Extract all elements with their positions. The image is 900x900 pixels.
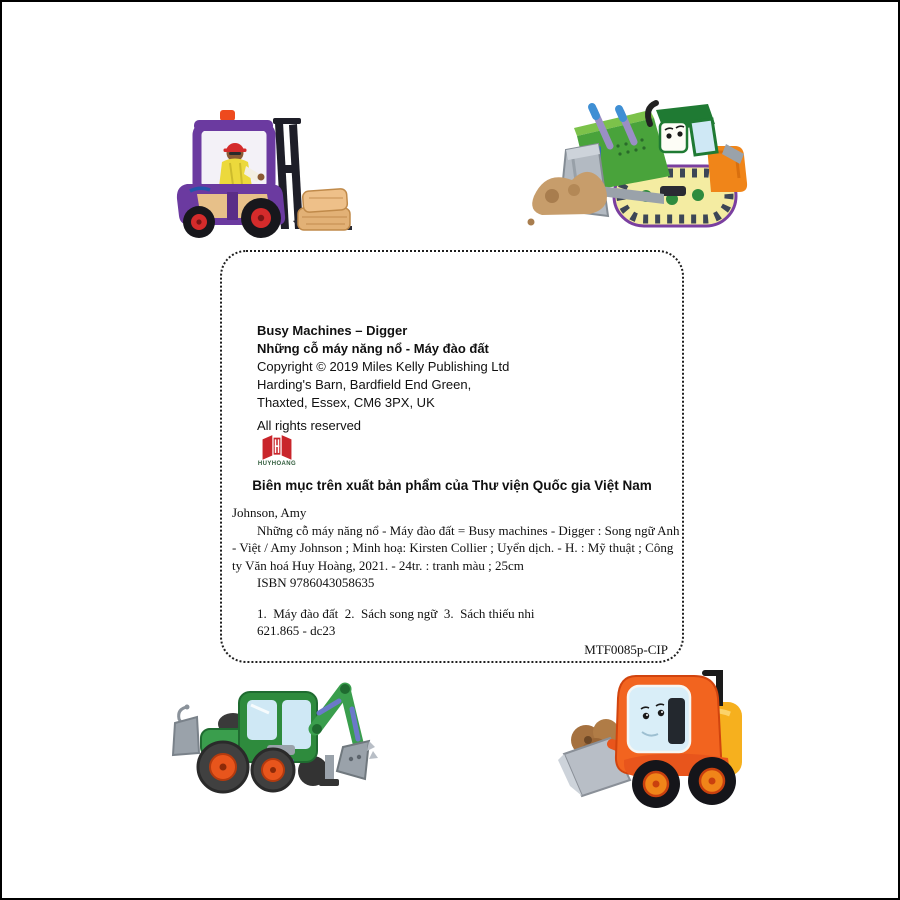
cip-subjects: 1. Máy đào đất 2. Sách song ngữ 3. Sách thiếu nhi [257,605,535,621]
publisher-address-line1: Harding's Barn, Bardfield End Green, [257,377,472,392]
cip-isbn: ISBN 9786043058635 [257,575,375,590]
cip-heading: Biên mục trên xuất bản phẩm của Thư viện Quốc gia Việt Nam [252,478,652,493]
copyright-block [257,322,509,435]
cip-code: MTF0085p-CIP [584,641,668,657]
publisher-logo-text: HUYHOANG [257,461,297,467]
huy-hoang-publisher-logo [254,434,300,467]
book-title-vietnamese: Những cỗ máy năng nổ - Máy đào đất [257,341,489,356]
cip-record [232,504,684,658]
backhoe-illustration-icon [167,667,379,802]
rights-line: All rights reserved [257,418,362,433]
copyright-line: Copyright © 2019 Miles Kelly Publishing Ltd [257,359,510,374]
cip-ddc-number: 621.865 - dc23 [257,623,336,638]
forklift-illustration-icon [157,107,352,247]
skid-steer-illustration-icon [554,660,759,815]
open-book-logo-icon [260,434,294,460]
bulldozer-illustration-icon [522,94,750,244]
publisher-address-line2: Thaxted, Essex, CM6 3PX, UK [257,395,435,410]
cip-description: Những cỗ máy năng nổ - Máy đào đất = Busy machines - Digger : Song ngữ Anh - Việt / Amy Johnson ; Minh hoạ: Kirsten Collier ; Uyển dịch. - H. : Mỹ thuật ; Công ty Văn hoá Huy Hoàng, 2021. - 24tr. : tranh màu ; 25cm [232,522,680,573]
book-title-english: Busy Machines – Digger [257,323,408,338]
cip-author: Johnson, Amy [232,505,307,520]
